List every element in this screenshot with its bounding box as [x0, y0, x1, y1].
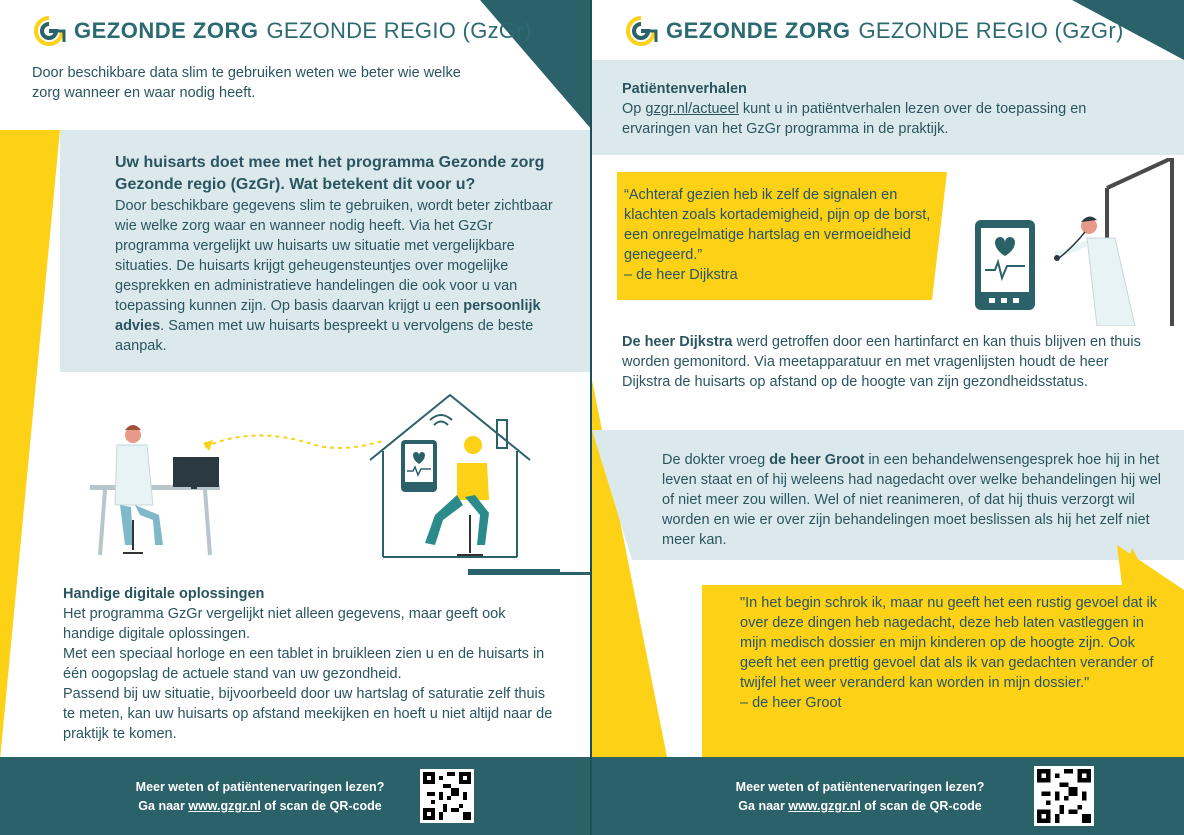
section1-body	[115, 196, 560, 356]
footer-scan: of scan de QR-code	[864, 799, 982, 813]
quote-dijkstra	[624, 185, 944, 285]
gzgr-logo-icon	[32, 14, 66, 48]
brand-logo	[32, 14, 532, 48]
story-groot-name: de heer Groot	[769, 452, 865, 468]
section1-body-text: Door beschikbare gegevens slim te gebruiken, wordt beter zichtbaar wie welke zorg waar en wanneer nodig heeft. Via het GzGr programma vergelijkt uw huisarts uw situatie met vergelijkbare situaties. De huisarts krijgt geheugensteuntjes over mogelijke gesprekken en administratieve handelingen die ook voor u van toepassing kunnen zijn. Op basis daarvan krijgt u een	[115, 198, 553, 314]
remote-care-illustration	[85, 385, 545, 580]
section2-heading: Handige digitale oplossingen	[63, 586, 265, 602]
story-groot-start: De dokter vroeg	[662, 452, 766, 468]
footer-goto: Ga naar	[138, 799, 185, 813]
footer-line1: Meer weten of patiëntenervaringen lezen?	[135, 780, 385, 794]
brand-name-light: GEZONDE REGIO (GzGr)	[266, 18, 532, 43]
quote-dijkstra-text: “Achteraf gezien heb ik zelf de signalen en klachten zoals kortademigheid, pijn op de borst, een onregelmatige hartslag en vermoeidheid genegeerd.”	[624, 187, 931, 263]
quote-groot	[740, 593, 1160, 713]
qr-code-icon[interactable]	[1034, 766, 1094, 826]
section1-heading: Uw huisarts doet mee met het programma Gezonde zorg Gezonde regio (GzGr). Wat betekent dit voor u?	[115, 154, 545, 193]
right-page	[592, 0, 1184, 835]
story-dijkstra	[622, 332, 1152, 392]
section2-p2: Met een speciaal horloge en een tablet in bruikleen zien u en de huisarts in één oogopslag de actuele stand van uw gezondheid.	[63, 646, 545, 682]
stories-text-start: Op	[622, 101, 642, 117]
story-groot-text: in een behandelwensengesprek hoe hij in het leven staat en of hij weleens had nagedacht over welke behandelingen hij wel of niet meer zou willen. Wel of niet reanimeren, of dat hij thuis verzorgt wil worden en wie er over zijn behandelingen moet beslissen als hij het zelf niet meer kan.	[662, 452, 1161, 548]
footer-scan: of scan de QR-code	[264, 799, 382, 813]
section2-p3: Passend bij uw situatie, bijvoorbeeld door uw hartslag of saturatie zelf thuis te meten, kan uw huisarts op afstand meekijken en hoeft u niet altijd naar de praktijk te komen.	[63, 686, 553, 742]
section1-body-bold: persoonlijk advies	[115, 298, 541, 334]
actueel-link[interactable]: gzgr.nl/actueel	[645, 101, 739, 117]
brand-logo-right	[624, 14, 1124, 48]
brand-name-bold: GEZONDE ZORG	[666, 18, 851, 43]
gzgr-logo-icon	[624, 14, 658, 48]
stories-text-end: kunt u in patiëntverhalen lezen over de toepassing en ervaringen van het GzGr programma in de praktijk.	[622, 101, 1087, 137]
quote-dijkstra-author: – de heer Dijkstra	[624, 267, 738, 283]
stories-text	[622, 99, 1122, 139]
footer-line1: Meer weten of patiëntenervaringen lezen?	[735, 780, 985, 794]
footer-link[interactable]: www.gzgr.nl	[788, 799, 861, 813]
left-footer	[0, 757, 592, 835]
brand-name-bold: GEZONDE ZORG	[74, 18, 259, 43]
stories-heading: Patiëntenverhalen	[622, 81, 747, 97]
section2-p1: Het programma GzGr vergelijkt niet alleen gegevens, maar geeft ook handige digitale oplossingen.	[63, 606, 506, 642]
section1-body-end: . Samen met uw huisarts bespreekt u vervolgens de beste aanpak.	[115, 318, 534, 354]
right-footer	[592, 757, 1184, 835]
footer-link[interactable]: www.gzgr.nl	[188, 799, 261, 813]
story-groot	[662, 450, 1162, 550]
heart-monitor-illustration	[967, 158, 1177, 326]
section2-body	[63, 604, 553, 744]
qr-code-icon[interactable]	[420, 769, 474, 823]
footer-goto: Ga naar	[738, 799, 785, 813]
quote-groot-text: "In het begin schrok ik, maar nu geeft het een rustig gevoel dat ik over deze dingen heb nagedacht, deze heb laten vastleggen in mijn medisch dossier en mijn kinderen op de hoogte zijn. Ook geeft het een prettig gevoel dat als ik van gedachten verander of twijfel het weer veranderd kan worden in mijn dossier."	[740, 595, 1158, 691]
intro-text: Door beschikbare data slim te gebruiken weten we beter wie welke zorg wanneer en waar nodig heeft.	[32, 65, 461, 101]
brand-name-light: GEZONDE REGIO (GzGr)	[858, 18, 1124, 43]
story-dijkstra-text: werd getroffen door een hartinfarct en kan thuis blijven en thuis worden gemonitord. Via meetapparatuur en met vragenlijsten houdt de heer Dijkstra de huisarts op afstand op de hoogte van zijn gezondheidsstatus.	[622, 334, 1141, 390]
quote-groot-author: – de heer Groot	[740, 695, 842, 711]
story-dijkstra-name: De heer Dijkstra	[622, 334, 733, 350]
